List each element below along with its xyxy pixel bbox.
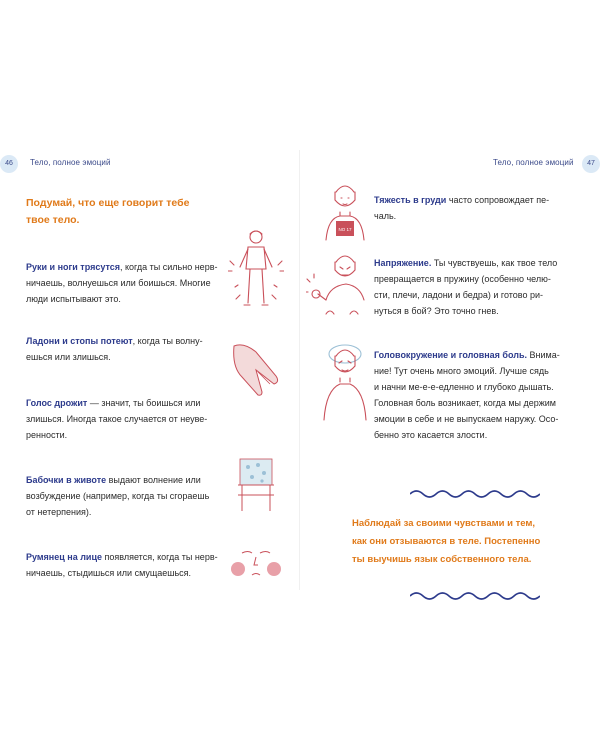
entry-text: выдают волнение или [106,475,201,485]
blushing-face-icon [228,535,284,589]
left-heading-line2: твое тело. [26,214,80,226]
entry-term: Тяжесть в груди [374,195,447,205]
entry-text: — значит, ты боишься или [87,398,201,408]
entry-text: ничаешь, стыдишься или смущаешься. [26,568,192,578]
entry-term: Напряжение. [374,258,432,268]
entry-text: ешься или злишься. [26,352,111,362]
entry-text: чаль. [374,211,397,221]
page-number-right: 47 [582,155,600,173]
closing-paragraph [352,515,577,569]
entry-text: часто сопровождает пе- [446,195,550,205]
entry-dizziness [374,347,579,443]
tense-boy-icon [306,252,370,318]
trembling-boy-icon [228,225,284,315]
entry-blush [26,549,231,581]
entry-term: Бабочки в животе [26,475,107,485]
entry-heavy-chest [374,192,579,224]
entry-text: злишься. Иногда такое случается от неуве- [26,414,208,424]
wave-divider-bottom-icon [410,590,540,602]
entry-text: ренности. [26,430,68,440]
closing-line: ты выучишь язык собственного тела. [352,554,532,565]
entry-text: , когда ты сильно нерв- [120,262,218,272]
entry-sweating [26,333,231,365]
shirt-text: NO 17 [338,227,352,232]
sweaty-hand-icon [228,340,284,400]
page-number-left: 46 [0,155,18,173]
entry-tension [374,255,579,319]
entry-text: бенно это касается злости. [374,430,488,440]
entry-text: от нетерпения). [26,507,92,517]
closing-line: как они отзываются в теле. Постепенно [352,536,541,547]
entry-text: Ты чувствуешь, как твое тело [431,258,558,268]
butterflies-belly-icon [234,455,278,513]
entry-text: и начни ме-е-е-едленно и глубоко дышать. [374,382,554,392]
entry-text: превращается в пружину (особенно челю- [374,274,551,284]
closing-line: Наблюдай за своими чувствами и тем, [352,518,536,529]
left-heading-line1: Подумай, что еще говорит тебе [26,197,190,209]
entry-term: Головокружение и головная боль. [374,350,528,360]
entry-butterflies [26,472,231,520]
entry-text: ние! Тут очень много эмоций. Лучше сядь [374,366,549,376]
entry-text: возбуждение (например, когда ты сгораешь [26,491,210,501]
dizzy-boy-icon [318,338,372,422]
entry-trembling [26,259,231,307]
entry-text: Внима- [527,350,560,360]
running-title-right: Тело, полное эмоций [493,158,574,167]
entry-voice [26,395,231,443]
entry-term: Руки и ноги трясутся [26,262,120,272]
entry-text: нуться в бой? Это точно гнев. [374,306,499,316]
left-heading [26,195,236,229]
wave-divider-top-icon [410,488,540,500]
entry-term: Голос дрожит [26,398,88,408]
entry-text: люди испытывают это. [26,294,121,304]
entry-text: Головная боль возникает, когда мы держим [374,398,556,408]
heavy-chest-boy-icon [318,180,372,242]
entry-term: Ладони и стопы потеют [26,336,133,346]
entry-text: ничаешь, волнуешься или боишься. Многие [26,278,211,288]
entry-text: сти, плечи, ладони и бедра) и готово ри- [374,290,544,300]
entry-text: эмоции в себе и не выпускаем наружу. Осо- [374,414,559,424]
entry-text: , когда ты волну- [132,336,203,346]
gutter [299,150,300,590]
running-title-left: Тело, полное эмоций [30,158,111,167]
entry-text: появляется, когда ты нерв- [102,552,218,562]
entry-term: Румянец на лице [26,552,103,562]
